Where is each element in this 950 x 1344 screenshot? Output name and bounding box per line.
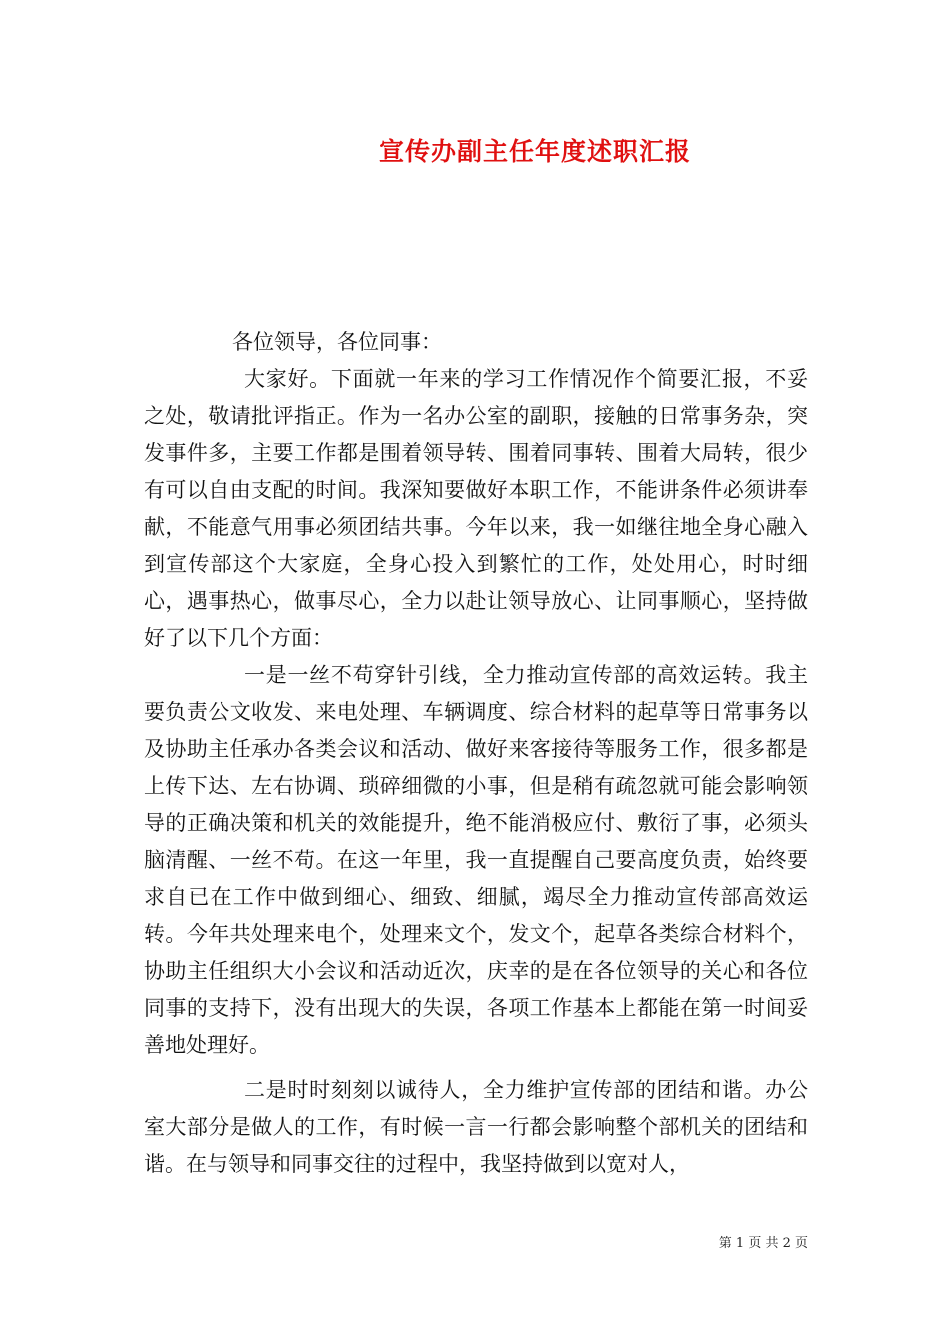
paragraph-point-one: 一是一丝不苟穿针引线，全力推动宣传部的高效运转。我主要负责公文收发、来电处理、车辆调度、综合材料的起草等日常事务以及协助主任承办各类会议和活动、做好来客接待等服务工作，很多都是上传下达、左右协调、琐碎细微的小事，但是稍有疏忽就可能会影响领导的正确决策和机关的效能提升，绝不能消极应付、敷衍了事，必须头脑清醒、一丝不苟。在这一年里，我一直提醒自己要高度负责，始终要求自已在工作中做到细心、细致、细腻，竭尽全力推动宣传部高效运转。今年共处理来电个，处理来文个，发文个，起草各类综合材料个，协助主任组织大小会议和活动近次，庆幸的是在各位领导的关心和各位同事的支持下，没有出现大的失误，各项工作基本上都能在第一时间妥善地处理好。 <box>144 663 808 1057</box>
document-body <box>144 324 808 1183</box>
paragraph-intro: 大家好。下面就一年来的学习工作情况作个简要汇报，不妥之处，敬请批评指正。作为一名办公室的副职，接触的日常事务杂，突发事件多，主要工作都是围着领导转、围着同事转、围着大局转，很少有可以自由支配的时间。我深知要做好本职工作，不能讲条件必须讲奉献，不能意气用事必须团结共事。今年以来，我一如继往地全身心融入到宣传部这个大家庭，全身心投入到繁忙的工作，处处用心，时时细心，遇事热心，做事尽心，全力以赴让领导放心、让同事顺心，坚持做好了以下几个方面： <box>144 367 808 650</box>
paragraph-point-two: 二是时时刻刻以诚待人，全力维护宣传部的团结和谐。办公室大部分是做人的工作，有时候一言一行都会影响整个部机关的团结和谐。在与领导和同事交往的过程中，我坚持做到以宽对人， <box>144 1078 808 1176</box>
document-title: 宣传办副主任年度述职汇报 <box>378 137 691 166</box>
salutation: 各位领导，各位同事： <box>232 330 442 354</box>
page-number-footer: 第 1 页 共 2 页 <box>718 1236 808 1251</box>
